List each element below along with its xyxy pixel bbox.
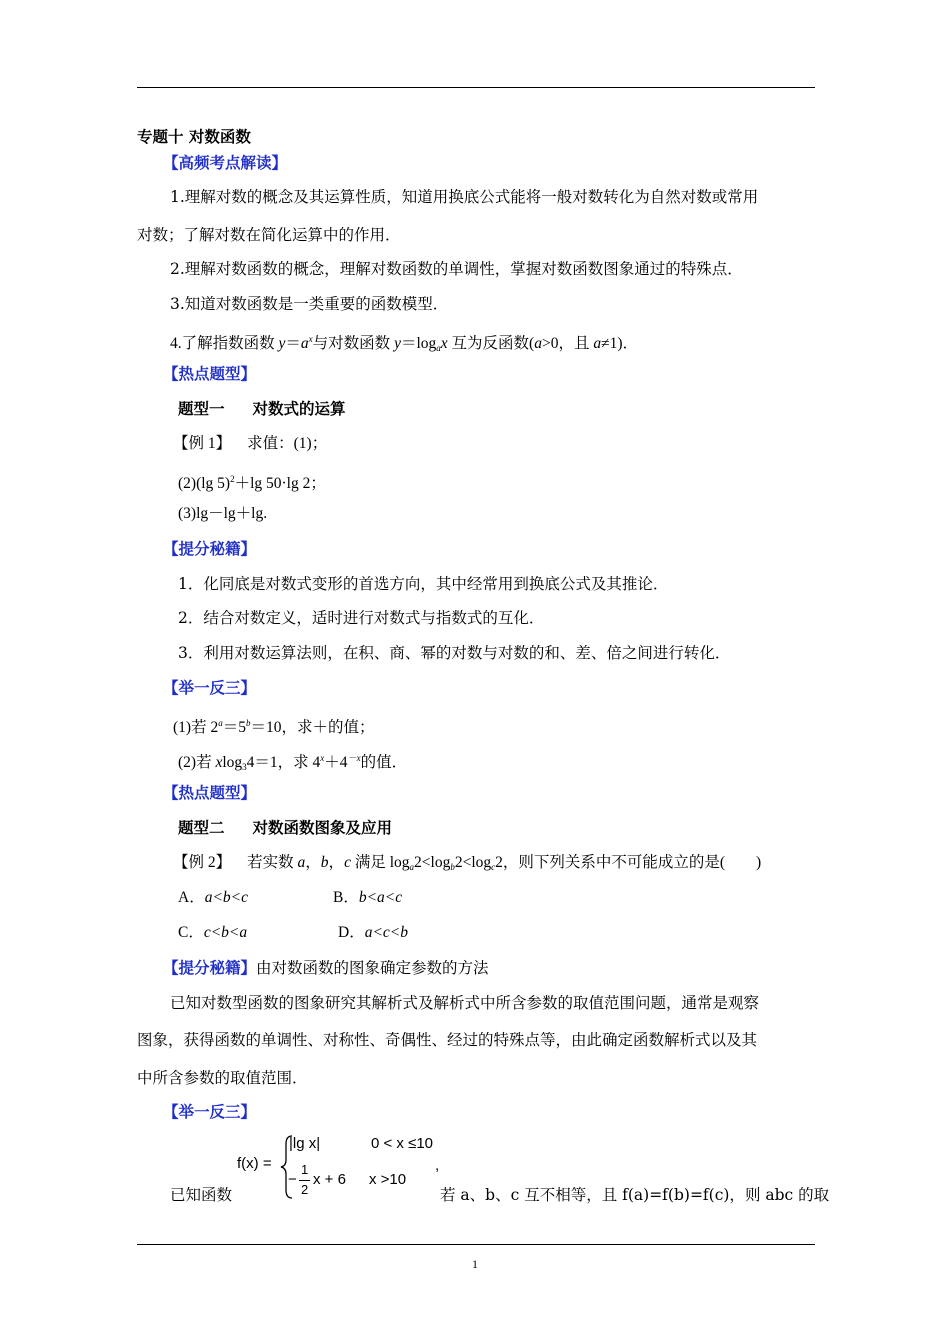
fraction-bar — [299, 1180, 310, 1181]
practice-1: (1)若 $2^a=5^b=10$，求＋的值； — [173, 718, 375, 736]
type2-heading: 题型二 对数函数图象及应用 — [178, 818, 393, 837]
option-d: D．a<c<b — [338, 924, 409, 941]
tip-3: 3．利用对数运算法则，在积、商、幂的对数与对数的和、差、倍之间进行转化． — [178, 644, 731, 662]
section-redian-2: 【热点题型】 — [163, 783, 257, 802]
para-g2: 2.理解对数函数的概念，理解对数函数的单调性，掌握对数函数图象通过的特殊点． — [170, 260, 743, 278]
para-g1b: 对数；了解对数在简化运算中的作用． — [137, 226, 401, 244]
section-tifen-1: 【提分秘籍】 — [163, 539, 257, 558]
para-p1: 已知对数型函数的图象研究其解析式及解析式中所含参数的取值范围问题，通常是观察 — [170, 994, 760, 1012]
section-juyi-2: 【举一反三】 — [163, 1102, 257, 1121]
para-p3: 中所含参数的取值范围． — [137, 1069, 308, 1087]
formula-cond1: 0 < x ≤10 — [371, 1135, 434, 1152]
section-gaopin: 【高频考点解读】 — [163, 153, 288, 172]
header-rule — [137, 87, 815, 88]
type1-heading: 题型一 对数式的运算 — [178, 399, 346, 418]
example-1-part2: (2)(lg 5)$^2$＋lg 50·lg 2； — [178, 474, 326, 492]
formula-comma: , — [435, 1157, 440, 1174]
practice-2: (2)若 xlog$_3$4＝1，求 $4^x+4^{-x}$的值． — [178, 753, 408, 772]
formula-fraction-num: 1 — [301, 1162, 309, 1177]
example-1: 【例 1】 求值：(1)； — [173, 435, 328, 452]
option-b: B．b<a<c — [333, 889, 403, 906]
section-tifen-2: 【提分秘籍】 — [163, 958, 257, 977]
formula-case1: |lg x| — [289, 1135, 321, 1152]
footer-rule — [137, 1244, 815, 1245]
section-juyi-1: 【举一反三】 — [163, 678, 257, 697]
para-g1a: 1.理解对数的概念及其运算性质，知道用换底公式能将一般对数转化为自然对数或常用 — [170, 188, 759, 206]
doc-title: 专题十 对数函数 — [137, 127, 251, 146]
example-1-part3: (3)lg－lg＋lg. — [178, 505, 268, 522]
last-line-a: 已知函数 — [170, 1186, 233, 1204]
tip-2: 2．结合对数定义，适时进行对数式与指数式的互化． — [178, 609, 545, 627]
formula-case2: x + 6 — [313, 1171, 346, 1188]
section-redian-1: 【热点题型】 — [163, 364, 257, 383]
option-a: A．a<b<c — [178, 889, 249, 906]
tip-1: 1．化同底是对数式变形的首选方向，其中经常用到换底公式及其推论． — [178, 575, 669, 593]
last-line-b: 若 a、b、c 互不相等，且 f(a)=f(b)=f(c)，则 abc 的取 — [440, 1186, 830, 1204]
para-p2: 图象，获得函数的单调性、对称性、奇偶性、经过的特殊点等，由此确定函数解析式以及其 — [137, 1031, 758, 1049]
formula-fraction-den: 2 — [301, 1182, 309, 1197]
formula-minus: − — [288, 1171, 297, 1188]
page-number: 1 — [472, 1257, 478, 1271]
option-c: C．c<b<a — [178, 924, 248, 941]
formula-cond2: x >10 — [369, 1171, 407, 1188]
para-g4: 4.了解指数函数 $y=a^x$与对数函数 $y=\log_ax$ 互为反函数(a>0，且 a≠1)． — [170, 334, 638, 353]
example-2: 【例 2】 若实数 a，b，c 满足 $\log_a2<\log_b2<\log_c2$，则下列关系中不可能成立的是( ) — [173, 854, 762, 872]
para-g3: 3.知道对数函数是一类重要的函数模型． — [170, 295, 449, 313]
formula-fx: f(x) = — [237, 1155, 272, 1172]
tifen-2-line: 【提分秘籍】由对数函数的图象确定参数的方法 — [163, 958, 489, 977]
